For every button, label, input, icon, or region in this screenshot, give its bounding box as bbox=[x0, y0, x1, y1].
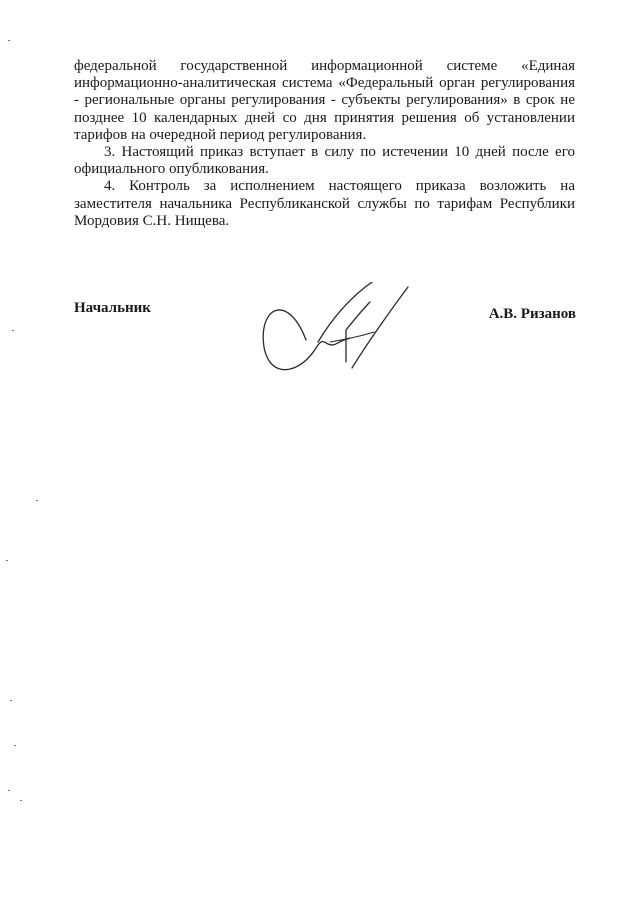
handwritten-signature bbox=[258, 282, 438, 392]
scan-speck bbox=[10, 700, 12, 701]
document-body bbox=[74, 58, 575, 230]
paragraph-item-3: 3. Настоящий приказ вступает в силу по истечении 10 дней после его официального опубликования. bbox=[74, 144, 575, 178]
scan-speck bbox=[12, 330, 14, 331]
scan-speck bbox=[14, 745, 16, 746]
scan-speck bbox=[6, 560, 8, 561]
scan-speck bbox=[36, 500, 38, 501]
signature-block bbox=[74, 300, 576, 410]
scan-speck bbox=[8, 40, 10, 41]
paragraph-item-4: 4. Контроль за исполнением настоящего приказа возложить на заместителя начальника Республиканской службы по тарифам Республики Мордовия С.Н. Нищева. bbox=[74, 178, 575, 229]
scan-speck bbox=[8, 790, 10, 791]
signatory-name: А.В. Ризанов bbox=[488, 306, 576, 322]
scan-speck bbox=[20, 800, 22, 801]
signatory-title: Начальник bbox=[74, 300, 151, 316]
paragraph-continuation: федеральной государственной информационной системе «Единая информационно-аналитическая система «Федеральный орган регулирования - региональные органы регулирования - субъекты регулирования» в срок не позднее 10 календарных дней со дня принятия решения об установлении тарифов на очередной период регулирования. bbox=[74, 58, 575, 143]
